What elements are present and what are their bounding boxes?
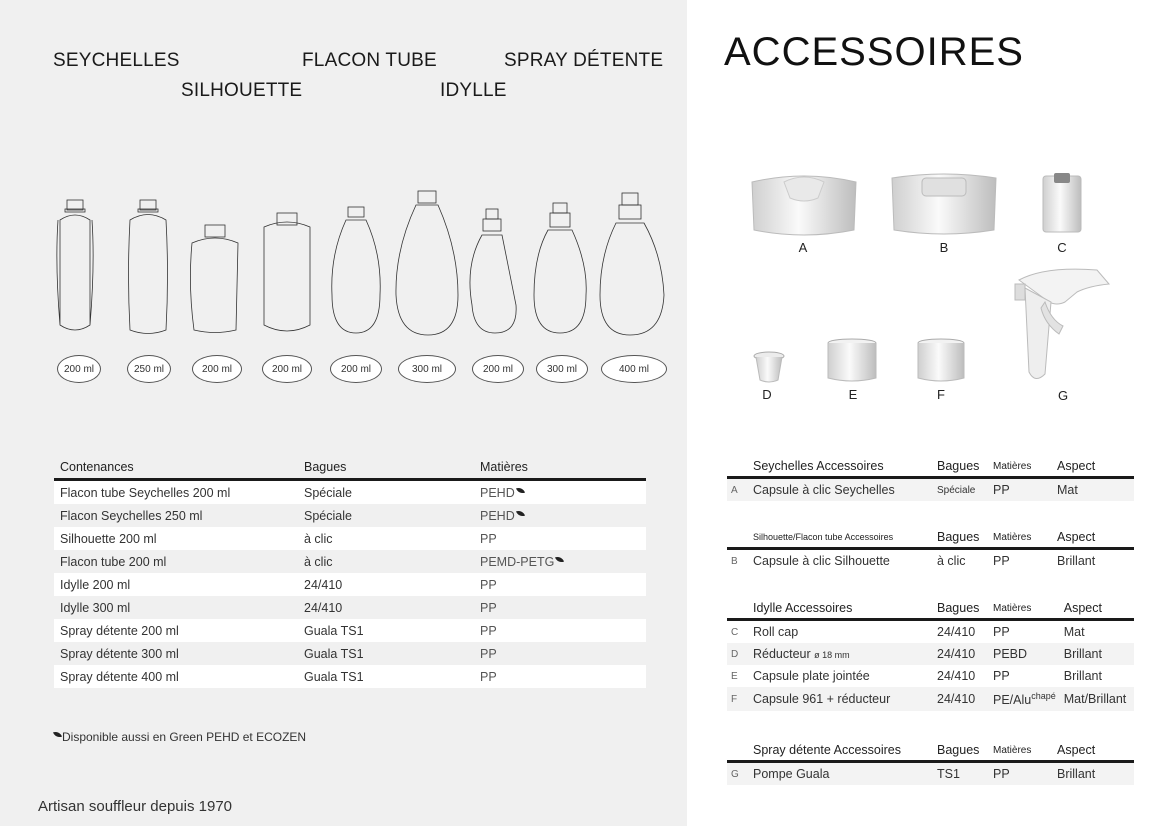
table-row bbox=[54, 527, 646, 550]
accessory-label-e: E bbox=[848, 387, 858, 402]
table-cell: PP bbox=[474, 665, 646, 688]
table-row bbox=[727, 687, 1134, 711]
chape-note: chapé bbox=[1031, 691, 1056, 701]
bottle-idylle-1 bbox=[332, 207, 380, 333]
table-cell: Flacon tube Seychelles 200 ml bbox=[54, 480, 298, 505]
table-cell: Brillant bbox=[1060, 643, 1134, 665]
table-cell: Spéciale bbox=[933, 478, 989, 502]
accessory-table-silhouette bbox=[727, 527, 1134, 572]
accessory-label-d: D bbox=[762, 387, 772, 402]
table-cell: PP bbox=[480, 646, 497, 661]
table-row bbox=[727, 643, 1134, 665]
table-cell: Roll cap bbox=[749, 620, 933, 644]
leaf-icon bbox=[516, 509, 525, 518]
table-cell bbox=[749, 643, 933, 665]
diameter-note: ø 18 mm bbox=[814, 650, 850, 660]
table-cell: 24/410 bbox=[298, 573, 474, 596]
table-row bbox=[54, 596, 646, 619]
footnote bbox=[54, 730, 306, 744]
table-row bbox=[727, 665, 1134, 687]
product-name: Réducteur bbox=[753, 647, 811, 661]
table-cell: à clic bbox=[933, 549, 989, 573]
capacity-label: 300 ml bbox=[398, 355, 456, 383]
column-header: Seychelles Accessoires bbox=[749, 456, 933, 478]
table-cell: à clic bbox=[298, 527, 474, 550]
signature: Artisan souffleur depuis 1970 bbox=[38, 798, 233, 815]
table-cell: G bbox=[727, 762, 749, 786]
column-header: Silhouette/Flacon tube Accessoires bbox=[749, 527, 933, 549]
table-cell: PP bbox=[989, 620, 1060, 644]
accessory-table-seychelles bbox=[727, 456, 1134, 501]
accessory-d-image bbox=[752, 350, 786, 384]
table-cell: Flacon Seychelles 250 ml bbox=[60, 508, 203, 523]
column-header: Idylle Accessoires bbox=[749, 598, 933, 620]
table-cell: TS1 bbox=[933, 762, 989, 786]
capacity-label: 200 ml bbox=[57, 355, 101, 383]
column-header: Matières bbox=[989, 456, 1053, 478]
table-cell: PP bbox=[989, 762, 1053, 786]
table-row bbox=[54, 550, 646, 573]
material-value: PEMD-PETG bbox=[480, 554, 555, 569]
bottle-silhouette-1 bbox=[190, 225, 238, 333]
bottle-spray-3 bbox=[600, 193, 664, 335]
table-cell: Silhouette 200 ml bbox=[54, 527, 298, 550]
table-cell: 24/410 bbox=[933, 620, 989, 644]
column-header: Aspect bbox=[1060, 598, 1134, 620]
bottle-idylle-2 bbox=[396, 191, 458, 335]
table-cell bbox=[989, 687, 1060, 711]
capacity-label: 300 ml bbox=[536, 355, 588, 383]
letter-header bbox=[727, 456, 749, 478]
table-cell: PP bbox=[989, 478, 1053, 502]
table-cell: PP bbox=[474, 527, 646, 550]
column-header: Matières bbox=[989, 598, 1060, 620]
capacity-label: 250 ml bbox=[127, 355, 171, 383]
table-cell: Brillant bbox=[1060, 665, 1134, 687]
table-header-row bbox=[727, 740, 1134, 762]
capacity-label: 200 ml bbox=[472, 355, 524, 383]
letter-header bbox=[727, 740, 749, 762]
table-cell: Capsule à clic Silhouette bbox=[749, 549, 933, 573]
column-header: Spray détente Accessoires bbox=[749, 740, 933, 762]
table-header-row bbox=[727, 598, 1134, 620]
accessory-label-c: C bbox=[1057, 240, 1067, 255]
table-row bbox=[54, 665, 646, 688]
bottle-silhouette-2 bbox=[264, 213, 310, 331]
accessory-label-f: F bbox=[937, 387, 945, 402]
accessory-f-image bbox=[916, 338, 966, 384]
table-cell: Spéciale bbox=[304, 508, 352, 523]
letter-header bbox=[727, 598, 749, 620]
table-cell: Pompe Guala bbox=[749, 762, 933, 786]
material-value: PEHD bbox=[480, 508, 515, 523]
table-cell: 24/410 bbox=[304, 600, 343, 615]
capacity-spec-table bbox=[54, 456, 646, 688]
table-cell: A bbox=[727, 478, 749, 502]
table-cell: 24/410 bbox=[933, 665, 989, 687]
table-row bbox=[727, 549, 1134, 573]
table-cell: Flacon tube 200 ml bbox=[60, 554, 167, 569]
table-cell: Spray détente 300 ml bbox=[60, 646, 179, 661]
table-cell: PEBD bbox=[989, 643, 1060, 665]
table-cell: PP bbox=[989, 549, 1053, 573]
material-value: PE/Alu bbox=[993, 693, 1032, 708]
table-cell: E bbox=[727, 665, 749, 687]
accessory-label-g: G bbox=[1057, 388, 1069, 403]
table-cell: B bbox=[727, 549, 749, 573]
bottle-tube-seychelles bbox=[57, 200, 93, 330]
accessory-g-image bbox=[1005, 262, 1115, 386]
product-title-seychelles: SEYCHELLES bbox=[53, 50, 180, 71]
capacity-label: 200 ml bbox=[262, 355, 312, 383]
capacity-label: 400 ml bbox=[601, 355, 667, 383]
table-cell: PP bbox=[474, 619, 646, 642]
table-cell: C bbox=[727, 620, 749, 644]
table-row bbox=[54, 573, 646, 596]
accessory-c-image bbox=[1040, 170, 1084, 234]
accessory-label-b: B bbox=[939, 240, 949, 255]
table-cell: F bbox=[727, 687, 749, 711]
table-header-row bbox=[727, 456, 1134, 478]
table-cell bbox=[474, 504, 646, 527]
leaf-icon bbox=[516, 486, 525, 495]
table-cell: Mat/Brillant bbox=[1060, 687, 1134, 711]
bottle-seychelles bbox=[129, 200, 168, 334]
table-cell: Capsule à clic Seychelles bbox=[749, 478, 933, 502]
table-cell: Capsule 961 + réducteur bbox=[749, 687, 933, 711]
table-cell: PP bbox=[989, 665, 1060, 687]
table-row bbox=[54, 504, 646, 527]
leaf-icon bbox=[53, 730, 62, 739]
table-cell: à clic bbox=[304, 554, 333, 569]
capacity-label: 200 ml bbox=[330, 355, 382, 383]
table-row bbox=[54, 619, 646, 642]
column-header: Bagues bbox=[298, 456, 474, 480]
bottle-spray-2 bbox=[534, 203, 586, 333]
column-header: Aspect bbox=[1053, 740, 1134, 762]
table-cell bbox=[474, 480, 646, 505]
table-cell: Mat bbox=[1053, 478, 1134, 502]
table-cell: Guala TS1 bbox=[304, 646, 364, 661]
column-header: Bagues bbox=[933, 598, 989, 620]
accessory-e-image bbox=[826, 338, 878, 384]
column-header: Aspect bbox=[1053, 456, 1134, 478]
table-cell: Capsule plate jointée bbox=[749, 665, 933, 687]
product-title-spray-detente: SPRAY DÉTENTE bbox=[504, 50, 664, 71]
accessories-title: ACCESSOIRES bbox=[724, 30, 1024, 74]
accessory-table-idylle bbox=[727, 598, 1134, 711]
column-header: Contenances bbox=[54, 456, 298, 480]
product-title-flacon-tube: FLACON TUBE bbox=[302, 50, 437, 71]
table-cell: Spray détente 400 ml bbox=[54, 665, 298, 688]
accessory-b-image bbox=[888, 168, 1000, 240]
table-header-row bbox=[54, 456, 646, 480]
table-cell bbox=[474, 550, 646, 573]
table-row bbox=[727, 762, 1134, 786]
table-cell: 24/410 bbox=[933, 643, 989, 665]
column-header: Aspect bbox=[1053, 527, 1134, 549]
accessory-label-a: A bbox=[798, 240, 808, 255]
accessory-table-spray bbox=[727, 740, 1134, 785]
table-cell: Guala TS1 bbox=[298, 665, 474, 688]
product-title-silhouette: SILHOUETTE bbox=[181, 80, 303, 101]
table-cell: Spray détente 200 ml bbox=[54, 619, 298, 642]
table-row bbox=[727, 620, 1134, 644]
table-cell: Brillant bbox=[1053, 549, 1134, 573]
column-header: Matières bbox=[989, 527, 1053, 549]
table-cell: Brillant bbox=[1053, 762, 1134, 786]
table-cell: PP bbox=[480, 600, 497, 615]
table-cell: Mat bbox=[1060, 620, 1134, 644]
table-header-row bbox=[727, 527, 1134, 549]
table-cell: D bbox=[727, 643, 749, 665]
table-cell: 24/410 bbox=[933, 687, 989, 711]
table-row bbox=[727, 478, 1134, 502]
table-cell: PP bbox=[474, 573, 646, 596]
accessory-a-image bbox=[748, 168, 860, 240]
material-value: PEHD bbox=[480, 485, 515, 500]
table-cell: Guala TS1 bbox=[298, 619, 474, 642]
footnote-text: Disponible aussi en Green PEHD et ECOZEN bbox=[62, 730, 307, 744]
column-header: Matières bbox=[474, 456, 646, 480]
table-cell: Idylle 300 ml bbox=[60, 600, 131, 615]
leaf-icon bbox=[555, 555, 564, 564]
column-header: Bagues bbox=[933, 527, 989, 549]
table-row bbox=[54, 480, 646, 505]
table-cell: Spéciale bbox=[298, 480, 474, 505]
column-header: Bagues bbox=[933, 740, 989, 762]
capacity-label: 200 ml bbox=[192, 355, 242, 383]
bottle-spray-1 bbox=[470, 209, 516, 333]
table-cell: Idylle 200 ml bbox=[54, 573, 298, 596]
column-header: Matières bbox=[989, 740, 1053, 762]
column-header: Bagues bbox=[933, 456, 989, 478]
product-title-idylle: IDYLLE bbox=[440, 80, 507, 101]
table-row bbox=[54, 642, 646, 665]
letter-header bbox=[727, 527, 749, 549]
